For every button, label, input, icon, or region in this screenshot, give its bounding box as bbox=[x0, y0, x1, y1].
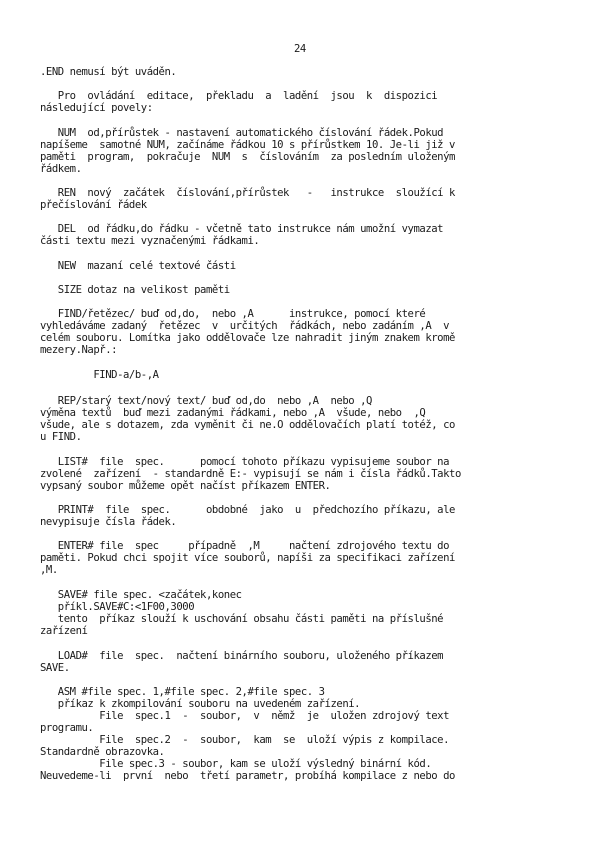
text-line: celém souboru. Lomítka jako oddělovače lze nahradit jiným znakem kromě bbox=[40, 332, 455, 344]
text-line: NEW mazaní celé textové části bbox=[40, 260, 236, 272]
text-line: File spec.1 - soubor, v němž je uložen zdrojový text bbox=[40, 710, 450, 722]
text-line: File spec.2 - soubor, kam se uloží výpis z kompilace. bbox=[40, 734, 450, 746]
text-line: REP/starý text/nový text/ buď od,do nebo ,A nebo ,Q bbox=[40, 395, 372, 407]
text-line: FIND/řetězec/ buď od,do, nebo ,A instrukce, pomocí které bbox=[40, 308, 426, 320]
text-line: u FIND. bbox=[40, 431, 82, 443]
text-line: všude, ale s dotazem, zda vyměnit či ne.O oddělovačích platí totéž, co bbox=[40, 419, 455, 431]
text-line: příkl.SAVE#C:<1F00,3000 bbox=[40, 601, 195, 613]
text-line: paměti. Pokud chci spojit více souborů, napíši za specifikaci zařízení bbox=[40, 552, 455, 564]
text-line: FIND-a/b-,A bbox=[40, 369, 159, 381]
text-line: vypsaný soubor můžeme opět načíst příkazem ENTER. bbox=[40, 480, 331, 492]
text-line: paměti program, pokračuje NUM s číslováním za posledním uloženým bbox=[40, 151, 455, 163]
text-line: programu. bbox=[40, 722, 94, 734]
text-line: SAVE# file spec. <začátek,konec bbox=[40, 589, 242, 601]
text-line: tento příkaz slouží k uschování obsahu části paměti na příslušné bbox=[40, 613, 444, 625]
text-line: SAVE. bbox=[40, 662, 70, 674]
text-line: File spec.3 - soubor, kam se uloží výsledný binární kód. bbox=[40, 758, 432, 770]
text-line: nevypisuje čísla řádek. bbox=[40, 516, 177, 528]
text-line: LOAD# file spec. načtení binárního souboru, uloženého příkazem bbox=[40, 650, 444, 662]
text-line: REN nový začátek číslování,přírůstek - instrukce sloužící k bbox=[40, 187, 455, 199]
text-line: ,M. bbox=[40, 564, 58, 576]
text-line: mezery.Např.: bbox=[40, 344, 118, 356]
text-line: Standardně obrazovka. bbox=[40, 746, 165, 758]
text-line: .END nemusí být uváděn. bbox=[40, 66, 177, 78]
text-line: výměna textů buď mezi zadanými řádkami, nebo ,A všude, nebo ,Q bbox=[40, 407, 426, 419]
page-number: 24 bbox=[294, 43, 306, 55]
text-line: vyhledáváme zadaný řetězec v určitých řádkách, nebo zadáním ,A v bbox=[40, 320, 450, 332]
text-line: příkaz k zkompilování souboru na uvedeném zařízení. bbox=[40, 698, 361, 710]
text-line: ASM #file spec. 1,#file spec. 2,#file spec. 3 bbox=[40, 686, 325, 698]
text-line: následující povely: bbox=[40, 102, 153, 114]
text-line: ENTER# file spec případně ,M načtení zdrojového textu do bbox=[40, 540, 450, 552]
text-line: Neuvedeme-li první nebo třetí parametr, probíhá kompilace z nebo do bbox=[40, 770, 455, 782]
text-line: zvolené zařízení - standardně E:- vypisují se nám i čísla řádků.Takto bbox=[40, 468, 461, 480]
text-line: SIZE dotaz na velikost paměti bbox=[40, 284, 230, 296]
text-line: NUM od,přírůstek - nastavení automatického číslování řádek.Pokud bbox=[40, 127, 444, 139]
text-line: přečíslování řádek bbox=[40, 199, 147, 211]
text-line: Pro ovládání editace, překladu a ladění jsou k dispozici bbox=[40, 90, 438, 102]
text-line: části textu mezi vyznačenými řádkami. bbox=[40, 235, 260, 247]
text-line: LIST# file spec. pomocí tohoto příkazu vypisujeme soubor na bbox=[40, 456, 450, 468]
text-line: zařízení bbox=[40, 625, 88, 637]
text-line: PRINT# file spec. obdobné jako u předchozího příkazu, ale bbox=[40, 504, 455, 516]
text-line: napíšeme samotné NUM, začínáme řádkou 10 s přírůstkem 10. Je-li již v bbox=[40, 139, 455, 151]
text-line: řádkem. bbox=[40, 163, 82, 175]
text-line: DEL od řádku,do řádku - včetně tato instrukce nám umožní vymazat bbox=[40, 223, 444, 235]
